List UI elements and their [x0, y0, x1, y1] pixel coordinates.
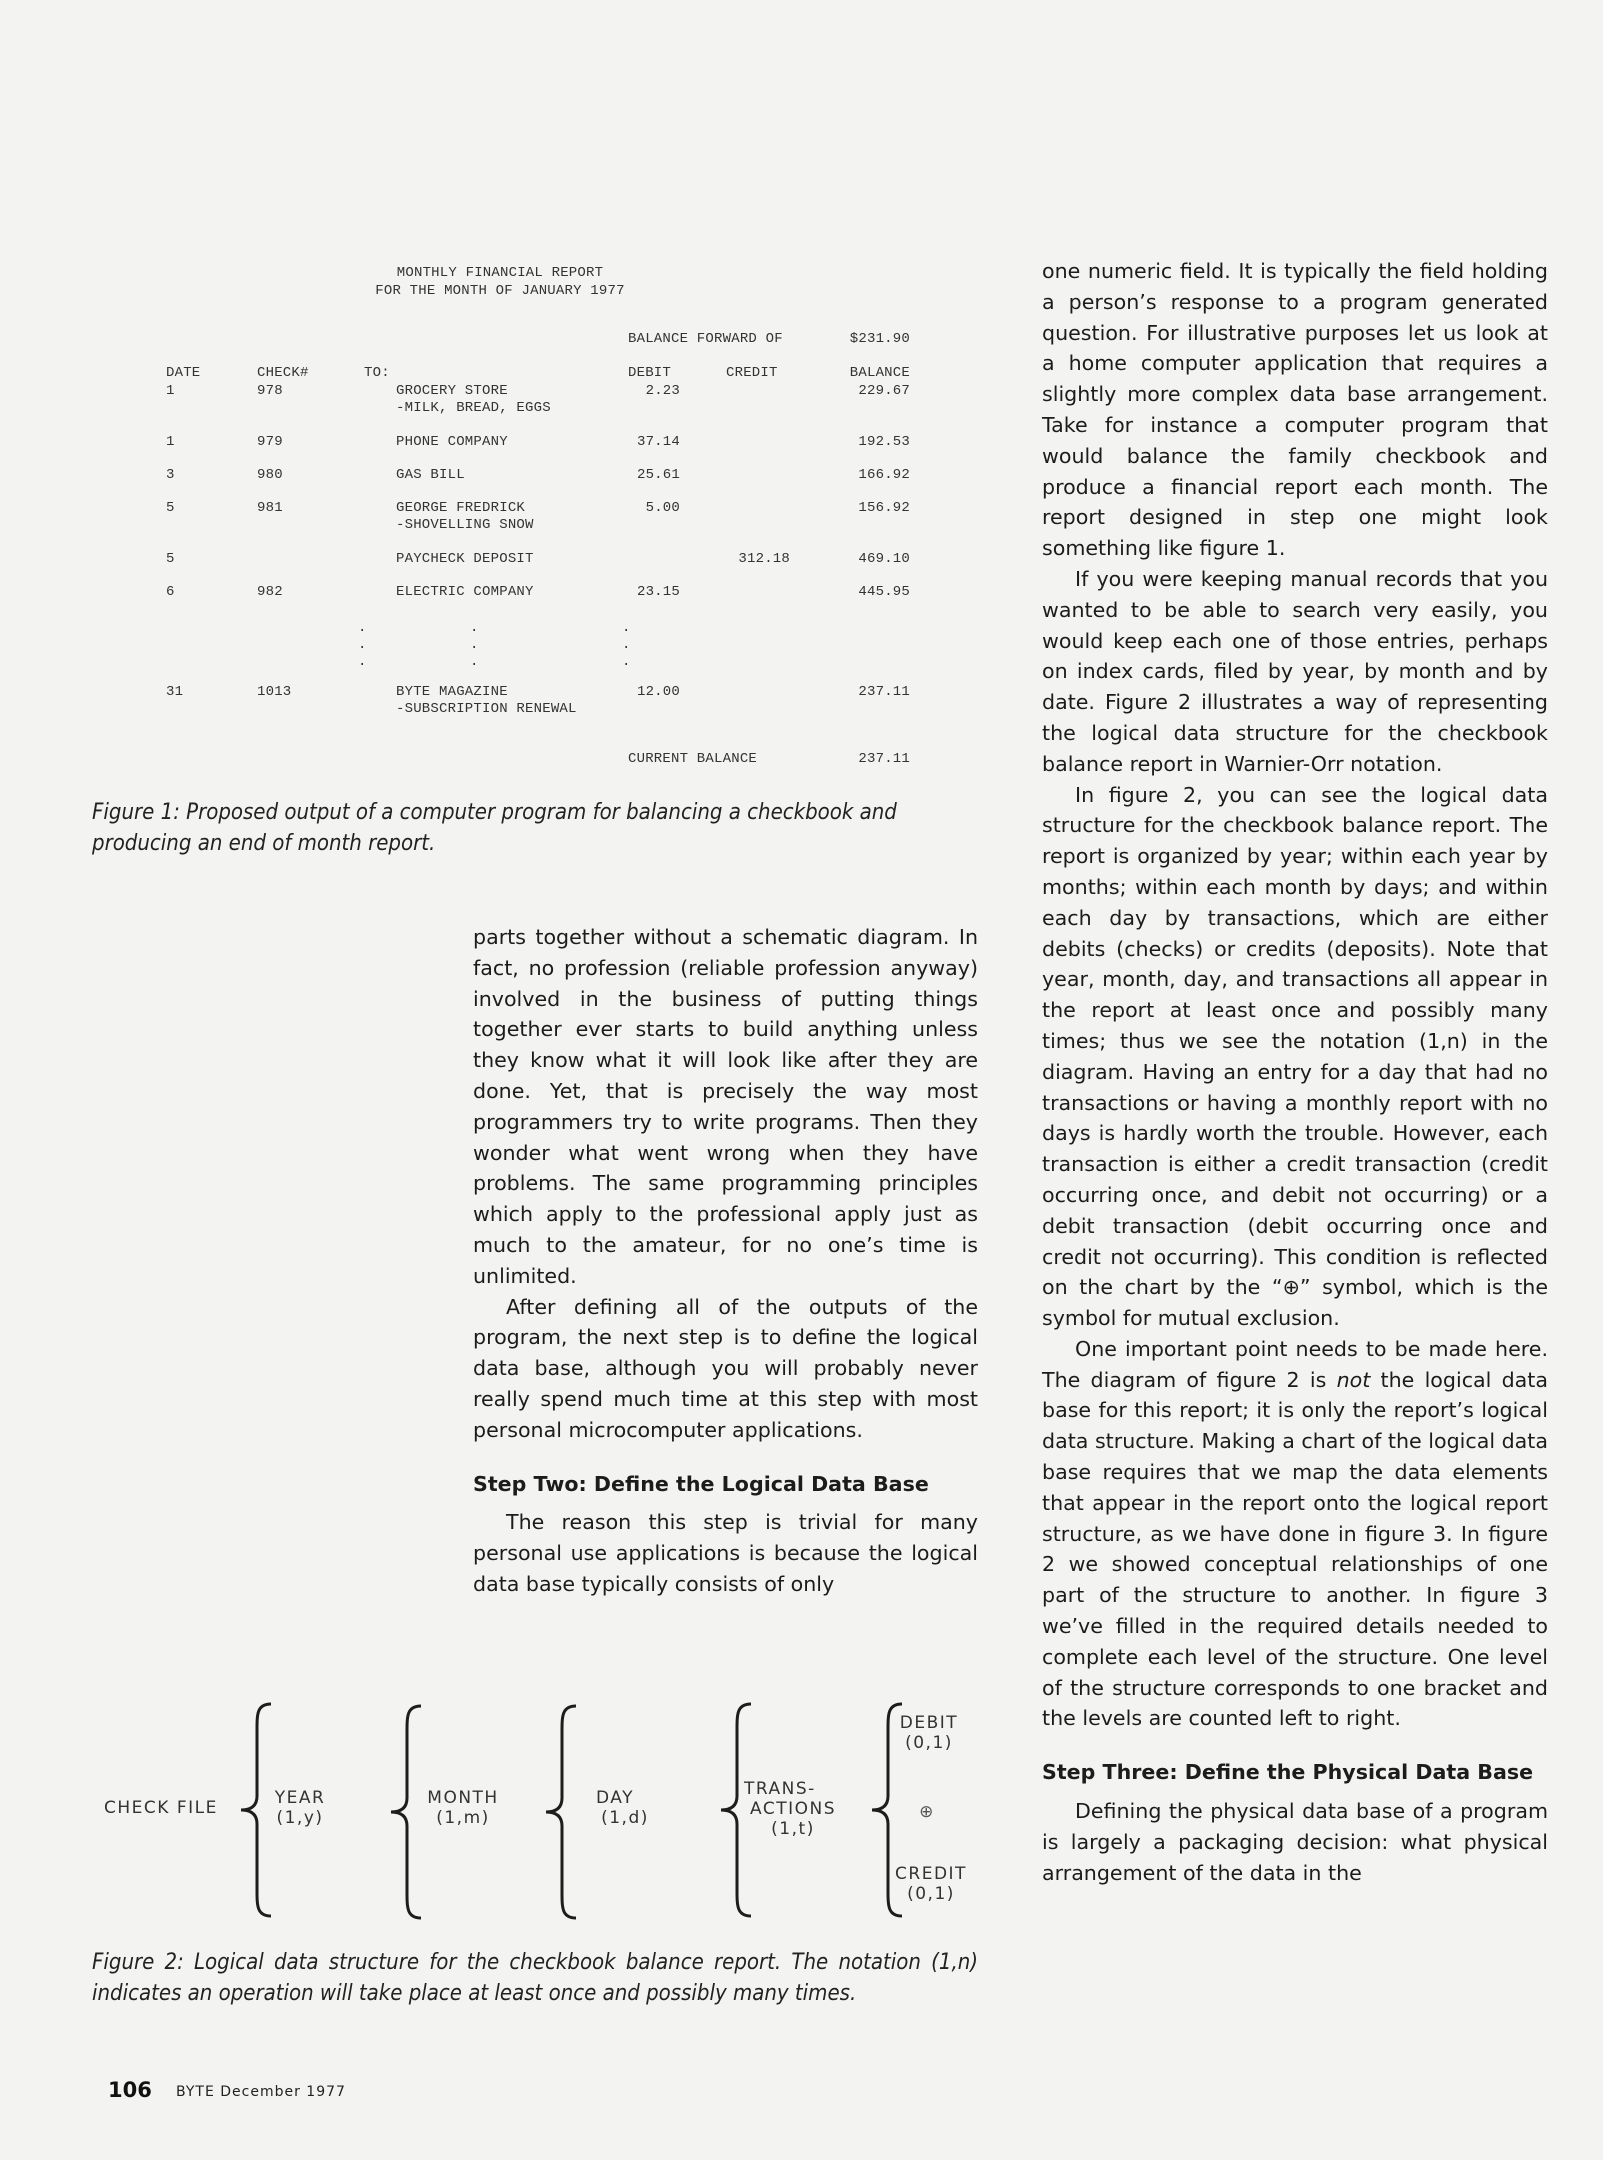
paragraph: In figure 2, you can see the logical data structure for the checkbook balance report. The report is organized by year; within each year by months; within each month by days; and within each day by transactions, which are either debits (checks) or credits (deposits). Note that year, month, day, and transactions all appear in the report at least once and possibly many times; thus we see the notation (1,n) in the diagram. Having an entry for a day that had no transactions or having a monthly report with no days is hardly worth the trouble. However, each transaction is either a credit transaction (credit occurring once, and debit not occurring) or a debit transaction (debit occurring once and credit not occurring). This condition is reflected on the chart by the “⊕” symbol, which is the symbol for mutual exclusion. — [1042, 782, 1548, 1331]
cell-balance: 156.92 — [858, 500, 910, 516]
cell-date: 1 — [166, 434, 175, 450]
cell-debit: 37.14 — [636, 434, 680, 450]
running-footer-title: BYTE December 1977 — [176, 2084, 346, 2100]
page-number: 106 — [108, 2078, 152, 2102]
diagram-node-year: YEAR (1,y) — [274, 1788, 326, 1828]
section-heading-step-two: Step Two: Define the Logical Data Base — [473, 1471, 929, 1496]
cell-check: 979 — [257, 434, 283, 450]
cell-memo: -MILK, BREAD, EGGS — [396, 400, 551, 416]
cell-check: 980 — [257, 467, 283, 483]
cell-check: 981 — [257, 500, 283, 516]
figure-1-caption: Figure 1: Proposed output of a computer program for balancing a checkbook and producing an end of month report. — [92, 800, 897, 856]
ellipsis-col-balance: . . . — [622, 620, 631, 670]
cell-date: 1 — [166, 383, 175, 399]
report-title: MONTHLY FINANCIAL REPORT — [396, 265, 604, 281]
cell-memo: -SHOVELLING SNOW — [396, 517, 534, 533]
current-balance-label: CURRENT BALANCE — [628, 751, 758, 767]
diagram-root-check-file: CHECK FILE — [104, 1798, 218, 1818]
paragraph: After defining all of the outputs of the program, the next step is to define the logical data base, although you will probably never really spend much time at this step with most personal microcomputer applications. — [473, 1294, 978, 1442]
cell-balance: 229.67 — [858, 383, 910, 399]
cell-payee: GAS BILL — [396, 467, 465, 483]
cell-payee: PHONE COMPANY — [396, 434, 508, 450]
cell-check: 982 — [257, 584, 283, 600]
cell-payee: GEORGE FREDRICK — [396, 500, 526, 516]
paragraph: One important point needs to be made here. The diagram of figure 2 is not the logical data base for this report; it is only the report’s logical data structure. Making a chart of the logical data base requires that we map the data elements that appear in the report onto the logical report structure, as we have done in figure 3. In figure 2 we showed conceptual relationships of one part of the structure to another. In figure 3 we’ve filled in the required details needed to complete each level of the structure. One level of the structure corresponds to one bracket and the levels are counted left to right. — [1042, 1336, 1548, 1731]
paragraph: The reason this step is trivial for many personal use applications is because the logical data base typically consists of only — [473, 1510, 978, 1596]
brace-icon — [385, 1702, 425, 1922]
paragraph: parts together without a schematic diagram. In fact, no profession (reliable profession anyway) involved in the business of putting things together ever starts to build anything unless they know what it will look like after they are done. Yet, that is precisely the way most programmers try to write programs. Then they wonder what went wrong when they have problems. The same programming principles which apply to the professional apply just as much to the amateur, for no one’s time is unlimited. — [473, 925, 978, 1288]
cell-balance: 192.53 — [858, 434, 910, 450]
cell-date: 6 — [166, 584, 175, 600]
cell-date: 31 — [166, 684, 184, 700]
diagram-leaf-debit: DEBIT (0,1) — [899, 1713, 959, 1753]
header-date: DATE — [166, 365, 201, 381]
cell-balance: 237.11 — [858, 684, 910, 700]
header-check: CHECK# — [257, 365, 309, 381]
cell-payee: BYTE MAGAZINE — [396, 684, 508, 700]
balance-forward-label: BALANCE FORWARD OF — [628, 331, 783, 347]
diagram-node-transactions: TRANS- ACTIONS (1,t) — [744, 1779, 836, 1839]
balance-forward-value: $231.90 — [849, 331, 910, 347]
cell-payee: GROCERY STORE — [396, 383, 508, 399]
cell-debit: 2.23 — [645, 383, 680, 399]
cell-balance: 166.92 — [858, 467, 910, 483]
cell-debit: 5.00 — [645, 500, 680, 516]
current-balance-value: 237.11 — [858, 751, 910, 767]
diagram-node-month: MONTH (1,m) — [427, 1788, 499, 1828]
cell-debit: 23.15 — [636, 584, 680, 600]
diagram-leaf-credit: CREDIT (0,1) — [895, 1864, 967, 1904]
header-credit: CREDIT — [726, 365, 778, 381]
cell-date: 3 — [166, 467, 175, 483]
ellipsis-col-debit: . . . — [470, 620, 479, 670]
cell-check: 1013 — [257, 684, 292, 700]
paragraph: Defining the physical data base of a program is largely a packaging decision: what physical arrangement of the data in the — [1042, 1799, 1548, 1885]
section-heading-step-three: Step Three: Define the Physical Data Base — [1042, 1760, 1534, 1785]
cell-check: 978 — [257, 383, 283, 399]
cell-date: 5 — [166, 551, 175, 567]
cell-payee: PAYCHECK DEPOSIT — [396, 551, 534, 567]
cell-credit: 312.18 — [738, 551, 790, 567]
header-balance: BALANCE — [849, 365, 910, 381]
cell-balance: 445.95 — [858, 584, 910, 600]
cell-date: 5 — [166, 500, 175, 516]
report-subtitle: FOR THE MONTH OF JANUARY 1977 — [375, 283, 625, 299]
diagram-node-day: DAY (1,d) — [596, 1788, 649, 1828]
brace-icon — [540, 1702, 580, 1922]
brace-icon — [235, 1700, 275, 1920]
cell-memo: -SUBSCRIPTION RENEWAL — [396, 701, 577, 717]
middle-column — [473, 922, 978, 1600]
figure-2-caption: Figure 2: Logical data structure for the checkbook balance report. The notation (1,n) indicates an operation will take place at least once and possibly many times. — [92, 1950, 978, 2006]
paragraph: If you were keeping manual records that you wanted to be able to search very easily, you would keep each one of those entries, perhaps on index cards, filed by year, by month and by date. Figure 2 illustrates a way of representing the logical data structure for the checkbook balance report in Warnier-Orr notation. — [1042, 566, 1548, 776]
paragraph: one numeric field. It is typically the field holding a person’s response to a program generated question. For illustrative purposes let us look at a home computer application that requires a slightly more complex data base arrangement. Take for instance a computer program that would balance the family checkbook and produce a financial report each month. The report designed in step one might look something like figure 1. — [1042, 259, 1548, 561]
right-column — [1042, 256, 1548, 1888]
cell-debit: 12.00 — [636, 684, 680, 700]
cell-debit: 25.61 — [636, 467, 680, 483]
mutual-exclusion-icon: ⊕ — [919, 1802, 935, 1822]
ellipsis-col-payee: . . . — [358, 620, 367, 670]
header-to: TO: — [364, 365, 390, 381]
cell-payee: ELECTRIC COMPANY — [396, 584, 534, 600]
cell-balance: 469.10 — [858, 551, 910, 567]
header-debit: DEBIT — [628, 365, 672, 381]
